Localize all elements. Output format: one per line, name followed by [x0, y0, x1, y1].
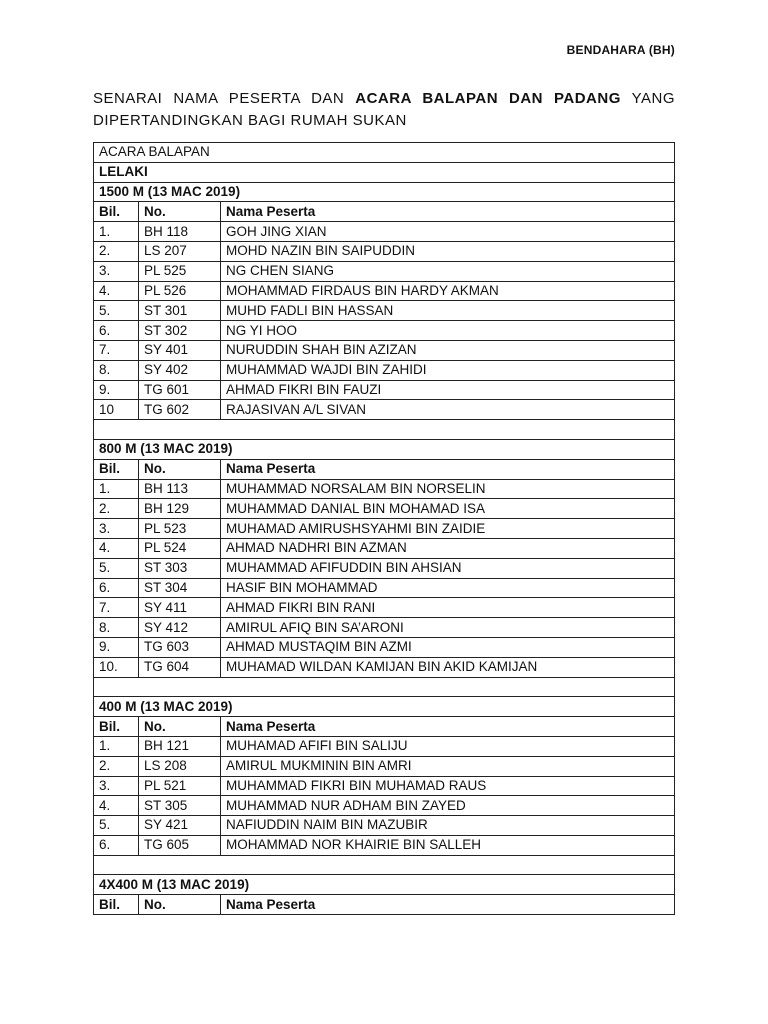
row-bil: 8.: [94, 618, 139, 638]
row-name: MOHAMMAD NOR KHAIRIE BIN SALLEH: [221, 835, 675, 855]
document-title: [93, 88, 675, 132]
header-row: [94, 459, 675, 479]
table-row: [94, 340, 675, 360]
row-bil: 5.: [94, 558, 139, 578]
row-bil: 8.: [94, 360, 139, 380]
title-bold: ACARA BALAPAN DAN PADANG: [355, 90, 621, 107]
row-bil: 7.: [94, 340, 139, 360]
spacer-row: [94, 855, 675, 875]
row-name: MOHAMMAD FIRDAUS BIN HARDY AKMAN: [221, 281, 675, 301]
house-label: BENDAHARA (BH): [566, 43, 675, 57]
row-bil: 4.: [94, 538, 139, 558]
event-title-cell: 400 M (13 MAC 2019): [94, 697, 675, 717]
table-row: [94, 776, 675, 796]
row-no: PL 524: [139, 538, 221, 558]
row-name: GOH JING XIAN: [221, 222, 675, 242]
table-row: [94, 241, 675, 261]
row-name: NG YI HOO: [221, 321, 675, 341]
row-name: MUHAMMAD FIKRI BIN MUHAMAD RAUS: [221, 776, 675, 796]
spacer-cell: [94, 855, 675, 875]
table-row: [94, 479, 675, 499]
row-bil: 10.: [94, 657, 139, 677]
title-part-2: YANG: [631, 90, 675, 107]
event-title-cell: 800 M (13 MAC 2019): [94, 439, 675, 459]
table-row: [94, 400, 675, 420]
row-bil: 2.: [94, 499, 139, 519]
table-row: [94, 558, 675, 578]
table-row: [94, 816, 675, 836]
table-row: [94, 578, 675, 598]
row-bil: 9.: [94, 380, 139, 400]
row-no: TG 604: [139, 657, 221, 677]
row-bil: 6.: [94, 321, 139, 341]
row-name: MUHAMAD AMIRUSHSYAHMI BIN ZAIDIE: [221, 519, 675, 539]
title-part-1: SENARAI NAMA PESERTA DAN: [93, 90, 345, 107]
row-no: PL 521: [139, 776, 221, 796]
row-name: MUHAMMAD NUR ADHAM BIN ZAYED: [221, 796, 675, 816]
row-no: TG 602: [139, 400, 221, 420]
event-title-cell: 4X400 M (13 MAC 2019): [94, 875, 675, 895]
event-title-cell: 1500 M (13 MAC 2019): [94, 182, 675, 202]
row-no: ST 301: [139, 301, 221, 321]
header-name: Nama Peserta: [221, 895, 675, 915]
header-no: No.: [139, 717, 221, 737]
table-row: [94, 637, 675, 657]
row-name: MUHD FADLI BIN HASSAN: [221, 301, 675, 321]
row-bil: 4.: [94, 796, 139, 816]
category-cell: ACARA BALAPAN: [94, 143, 675, 163]
table-row: [94, 261, 675, 281]
row-no: SY 412: [139, 618, 221, 638]
spacer-row: [94, 420, 675, 440]
table-row: [94, 618, 675, 638]
header-bil: Bil.: [94, 717, 139, 737]
row-name: MUHAMAD AFIFI BIN SALIJU: [221, 736, 675, 756]
table-row: [94, 736, 675, 756]
row-bil: 4.: [94, 281, 139, 301]
header-bil: Bil.: [94, 202, 139, 222]
table-row: [94, 756, 675, 776]
row-no: SY 401: [139, 340, 221, 360]
table-row: [94, 499, 675, 519]
row-name: NAFIUDDIN NAIM BIN MAZUBIR: [221, 816, 675, 836]
row-bil: 1.: [94, 222, 139, 242]
row-bil: 9.: [94, 637, 139, 657]
row-bil: 3.: [94, 776, 139, 796]
row-no: PL 525: [139, 261, 221, 281]
row-bil: 2.: [94, 241, 139, 261]
event-title-row: [94, 697, 675, 717]
row-no: ST 302: [139, 321, 221, 341]
event-title-row: [94, 439, 675, 459]
row-name: AMIRUL MUKMININ BIN AMRI: [221, 756, 675, 776]
row-no: ST 304: [139, 578, 221, 598]
category-row: [94, 143, 675, 163]
table-row: [94, 321, 675, 341]
row-name: AHMAD FIKRI BIN RANI: [221, 598, 675, 618]
row-bil: 5.: [94, 301, 139, 321]
row-no: LS 208: [139, 756, 221, 776]
row-no: PL 523: [139, 519, 221, 539]
table-row: [94, 380, 675, 400]
row-bil: 1.: [94, 736, 139, 756]
row-name: MOHD NAZIN BIN SAIPUDDIN: [221, 241, 675, 261]
header-no: No.: [139, 202, 221, 222]
header-name: Nama Peserta: [221, 459, 675, 479]
table-row: [94, 598, 675, 618]
row-bil: 7.: [94, 598, 139, 618]
spacer-cell: [94, 677, 675, 697]
header-name: Nama Peserta: [221, 202, 675, 222]
row-no: PL 526: [139, 281, 221, 301]
row-no: BH 113: [139, 479, 221, 499]
row-bil: 10: [94, 400, 139, 420]
table-row: [94, 222, 675, 242]
participants-table: [93, 142, 675, 915]
row-no: TG 605: [139, 835, 221, 855]
row-name: NURUDDIN SHAH BIN AZIZAN: [221, 340, 675, 360]
row-bil: 3.: [94, 261, 139, 281]
gender-cell: LELAKI: [94, 162, 675, 182]
row-no: TG 601: [139, 380, 221, 400]
title-line-1: [93, 88, 675, 110]
row-name: AMIRUL AFIQ BIN SA’ARONI: [221, 618, 675, 638]
spacer-row: [94, 677, 675, 697]
row-name: MUHAMMAD NORSALAM BIN NORSELIN: [221, 479, 675, 499]
row-name: AHMAD MUSTAQIM BIN AZMI: [221, 637, 675, 657]
row-bil: 6.: [94, 835, 139, 855]
row-name: AHMAD NADHRI BIN AZMAN: [221, 538, 675, 558]
header-no: No.: [139, 895, 221, 915]
row-no: TG 603: [139, 637, 221, 657]
gender-row: [94, 162, 675, 182]
row-no: SY 411: [139, 598, 221, 618]
row-no: SY 421: [139, 816, 221, 836]
row-bil: 3.: [94, 519, 139, 539]
title-line-2: DIPERTANDINGKAN BAGI RUMAH SUKAN: [93, 112, 407, 129]
row-name: RAJASIVAN A/L SIVAN: [221, 400, 675, 420]
row-no: BH 118: [139, 222, 221, 242]
row-name: AHMAD FIKRI BIN FAUZI: [221, 380, 675, 400]
row-no: LS 207: [139, 241, 221, 261]
table-row: [94, 538, 675, 558]
row-bil: 1.: [94, 479, 139, 499]
row-no: ST 305: [139, 796, 221, 816]
row-name: MUHAMAD WILDAN KAMIJAN BIN AKID KAMIJAN: [221, 657, 675, 677]
table-row: [94, 519, 675, 539]
row-bil: 5.: [94, 816, 139, 836]
header-row: [94, 717, 675, 737]
row-name: HASIF BIN MOHAMMAD: [221, 578, 675, 598]
row-no: BH 121: [139, 736, 221, 756]
header-row: [94, 202, 675, 222]
event-title-row: [94, 875, 675, 895]
event-title-row: [94, 182, 675, 202]
table-row: [94, 360, 675, 380]
header-bil: Bil.: [94, 895, 139, 915]
participants-table-body: [94, 143, 675, 915]
header-row: [94, 895, 675, 915]
row-no: BH 129: [139, 499, 221, 519]
table-row: [94, 796, 675, 816]
table-row: [94, 281, 675, 301]
header-no: No.: [139, 459, 221, 479]
row-bil: 6.: [94, 578, 139, 598]
row-name: MUHAMMAD DANIAL BIN MOHAMAD ISA: [221, 499, 675, 519]
row-name: NG CHEN SIANG: [221, 261, 675, 281]
row-bil: 2.: [94, 756, 139, 776]
row-name: MUHAMMAD WAJDI BIN ZAHIDI: [221, 360, 675, 380]
table-row: [94, 835, 675, 855]
spacer-cell: [94, 420, 675, 440]
header-name: Nama Peserta: [221, 717, 675, 737]
table-row: [94, 657, 675, 677]
table-row: [94, 301, 675, 321]
row-name: MUHAMMAD AFIFUDDIN BIN AHSIAN: [221, 558, 675, 578]
row-no: SY 402: [139, 360, 221, 380]
row-no: ST 303: [139, 558, 221, 578]
header-bil: Bil.: [94, 459, 139, 479]
